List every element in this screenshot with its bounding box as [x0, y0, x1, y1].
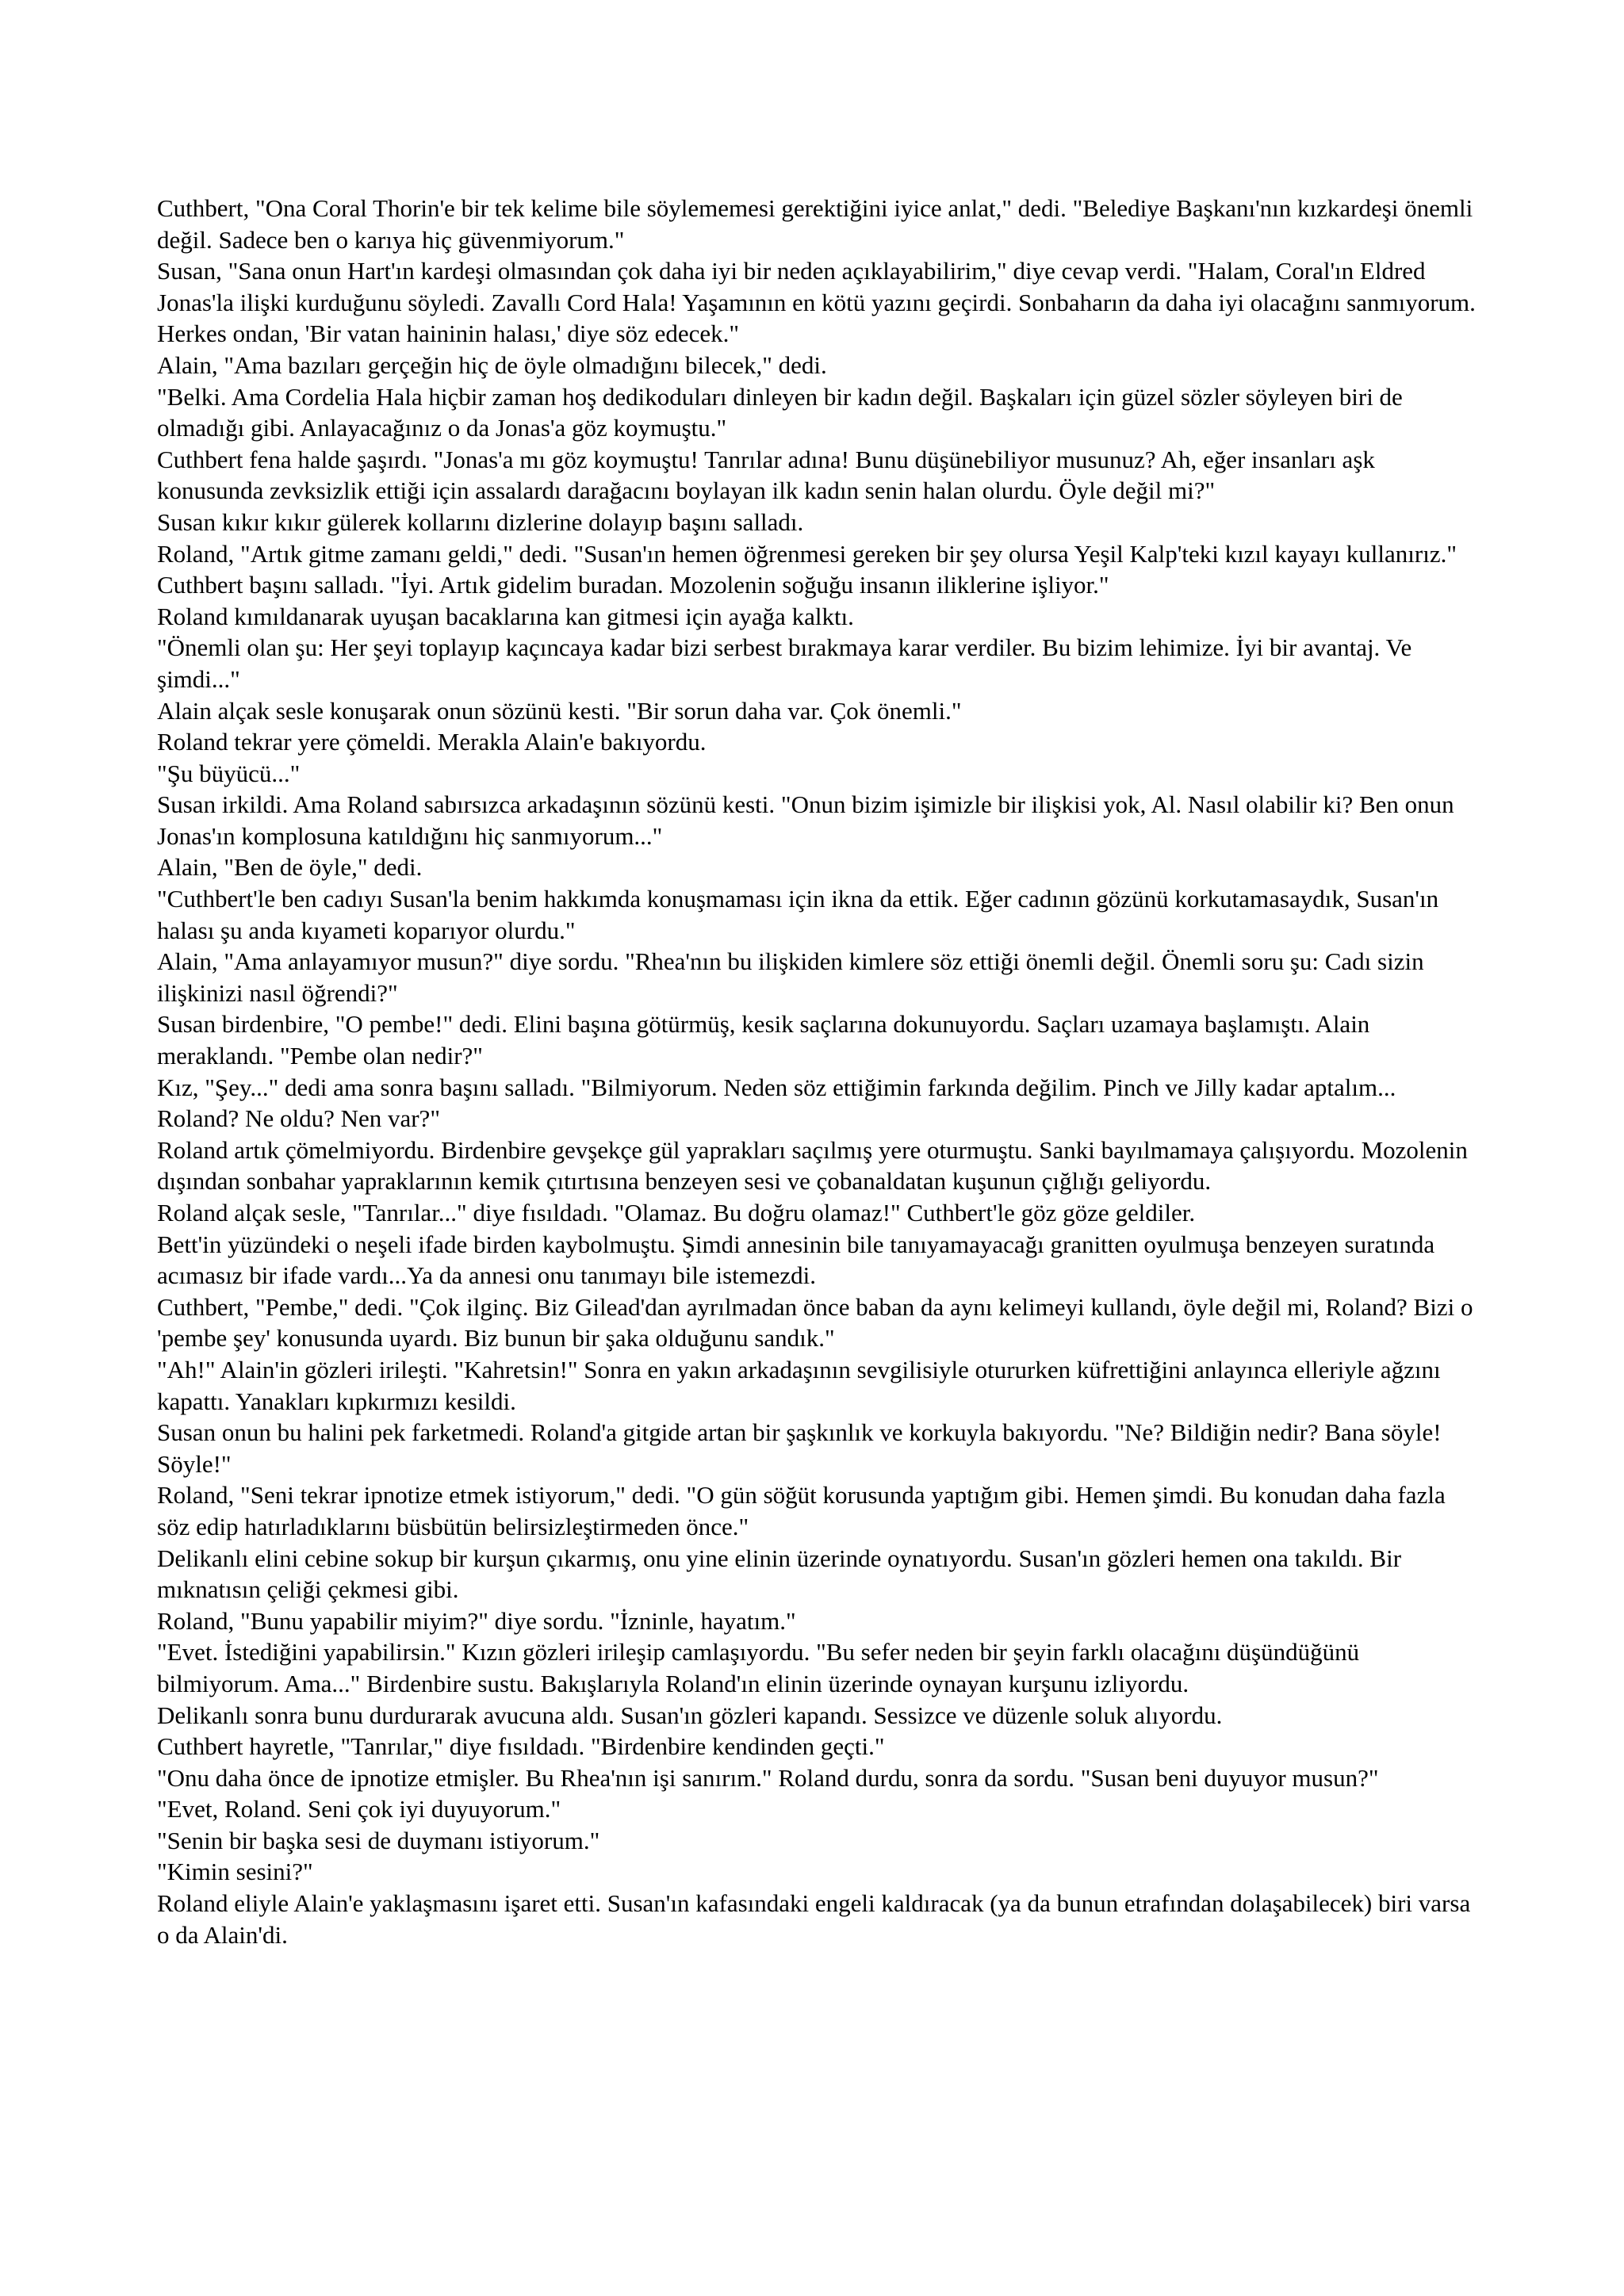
paragraph: Roland artık çömelmiyordu. Birdenbire gevşekçe gül yaprakları saçılmış yere oturmuştu. Sanki bayılmamaya çalışıyordu. Mozolenin dışından sonbahar yapraklarının kemik çıtırtısına benzeyen sesi ve çobanaldatan kuşunun çığlığı geliyordu. — [157, 1135, 1468, 1196]
paragraph: Delikanlı sonra bunu durdurarak avucuna aldı. Susan'ın gözleri kapandı. Sessizce ve düzenle soluk alıyordu. — [157, 1701, 1223, 1729]
paragraph: Roland alçak sesle, "Tanrılar..." diye fısıldadı. "Olamaz. Bu doğru olamaz!" Cuthbert'le göz göze geldiler. — [157, 1199, 1196, 1226]
paragraph: Bett'in yüzündeki o neşeli ifade birden kaybolmuştu. Şimdi annesinin bile tanıyamayacağı granitten oyulmuşa benzeyen suratında acımasız bir ifade vardı...Ya da annesi onu tanımayı bile istemezdi. — [157, 1230, 1435, 1290]
paragraph: Roland, "Artık gitme zamanı geldi," dedi. "Susan'ın hemen öğrenmesi gereken bir şey olursa Yeşil Kalp'teki kızıl kayayı kullanırız." — [157, 539, 1457, 568]
paragraph: Alain alçak sesle konuşarak onun sözünü kesti. "Bir sorun daha var. Çok önemli." — [157, 696, 962, 725]
paragraph: Roland tekrar yere çömeldi. Merakla Alain'e bakıyordu. — [157, 728, 707, 756]
paragraph: Cuthbert başını salladı. "İyi. Artık gidelim buradan. Mozolenin soğuğu insanın iliklerine işliyor." — [157, 571, 1109, 599]
paragraph: "Kimin sesini?" — [157, 1858, 313, 1886]
paragraph: "Senin bir başka sesi de duymanı istiyorum." — [157, 1826, 600, 1854]
paragraph: Roland kımıldanarak uyuşan bacaklarına kan gitmesi için ayağa kalktı. — [157, 602, 854, 630]
paragraph: "Belki. Ama Cordelia Hala hiçbir zaman hoş dedikoduları dinleyen bir kadın değil. Başkaları için güzel sözler söyleyen biri de olmadığı gibi. Anlayacağınız o da Jonas'a göz koymuştu." — [157, 382, 1403, 442]
paragraph: Kız, "Şey..." dedi ama sonra başını salladı. "Bilmiyorum. Neden söz ettiğimin farkında değilim. Pinch ve Jilly kadar aptalım... Roland? Ne oldu? Nen var?" — [157, 1073, 1396, 1133]
paragraph: Cuthbert hayretle, "Tanrılar," diye fısıldadı. "Birdenbire kendinden geçti." — [157, 1732, 885, 1761]
paragraph: Susan birdenbire, "O pembe!" dedi. Elini başına götürmüş, kesik saçlarına dokunuyordu. Saçları uzamaya başlamıştı. Alain meraklandı. "Pembe olan nedir?" — [157, 1010, 1370, 1070]
paragraph: Susan, "Sana onun Hart'ın kardeşi olmasından çok daha iyi bir neden açıklayabilirim," diye cevap verdi. "Halam, Coral'ın Eldred Jonas'la ilişki kurduğunu söyledi. Zavallı Cord Hala! Yaşamının en kötü yazını geçirdi. Sonbaharın da daha iyi olacağını sanmıyorum. Herkes ondan, 'Bir vatan haininin halası,' diye söz edecek." — [157, 257, 1476, 348]
paragraph: Alain, "Ama bazıları gerçeğin hiç de öyle olmadığını bilecek," dedi. — [157, 350, 827, 379]
paragraph: "Önemli olan şu: Her şeyi toplayıp kaçıncaya kadar bizi serbest bırakmaya karar verdiler. Bu bizim lehimize. İyi bir avantaj. Ve şimdi..." — [157, 633, 1412, 693]
paragraph: "Evet. İstediğini yapabilirsin." Kızın gözleri irileşip camlaşıyordu. "Bu sefer neden bir şeyin farklı olacağını düşündüğünü bilmiyorum. Ama..." Birdenbire sustu. Bakışlarıyla Roland'ın elinin üzerinde oynayan kurşunu izliyordu. — [157, 1638, 1360, 1697]
paragraph: Cuthbert fena halde şaşırdı. "Jonas'a mı göz koymuştu! Tanrılar adına! Bunu düşünebiliyor musunuz? Ah, eğer insanları aşk konusunda zevksizlik ettiği için assalardı darağacını boylayan ilk kadın senin halan olurdu. Öyle değil mi?" — [157, 445, 1375, 505]
paragraph: Cuthbert, "Ona Coral Thorin'e bir tek kelime bile söylememesi gerektiğini iyice anlat," dedi. "Belediye Başkanı'nın kızkardeşi önemli değil. Sadece ben o karıya hiç güvenmiyorum." — [157, 194, 1473, 254]
document-page — [157, 193, 1480, 1950]
paragraph: Susan onun bu halini pek farketmedi. Roland'a gitgide artan bir şaşkınlık ve korkuyla bakıyordu. "Ne? Bildiğin nedir? Bana söyle! Söyle!" — [157, 1418, 1442, 1478]
paragraph: "Şu büyücü..." — [157, 759, 301, 787]
paragraph: Susan irkildi. Ama Roland sabırsızca arkadaşının sözünü kesti. "Onun bizim işimizle bir ilişkisi yok, Al. Nasıl olabilir ki? Ben onun Jonas'ın komplosuna katıldığını hiç sanmıyorum..." — [157, 790, 1454, 850]
paragraph: Cuthbert, "Pembe," dedi. "Çok ilginç. Biz Gilead'dan ayrılmadan önce baban da aynı kelimeyi kullandı, öyle değil mi, Roland? Bizi o 'pembe şey' konusunda uyardı. Biz bunun bir şaka olduğunu sandık." — [157, 1292, 1473, 1353]
paragraph: "Evet, Roland. Seni çok iyi duyuyorum." — [157, 1795, 561, 1823]
paragraph: Alain, "Ama anlayamıyor musun?" diye sordu. "Rhea'nın bu ilişkiden kimlere söz ettiği önemli değil. Önemli soru şu: Cadı sizin ilişkinizi nasıl öğrendi?" — [157, 947, 1424, 1007]
paragraph: Roland, "Bunu yapabilir miyim?" diye sordu. "İzninle, hayatım." — [157, 1606, 796, 1635]
paragraph: Alain, "Ben de öyle," dedi. — [157, 853, 423, 882]
paragraph: Roland, "Seni tekrar ipnotize etmek istiyorum," dedi. "O gün söğüt korusunda yaptığım gibi. Hemen şimdi. Bu konudan daha fazla söz edip hatırladıklarını büsbütün belirsizleştirmeden önce." — [157, 1481, 1446, 1540]
paragraph: Roland eliyle Alain'e yaklaşmasını işaret etti. Susan'ın kafasındaki engeli kaldıracak (ya da bunun etrafından dolaşabilecek) biri varsa o da Alain'di. — [157, 1889, 1471, 1949]
paragraph: "Onu daha önce de ipnotize etmişler. Bu Rhea'nın işi sanırım." Roland durdu, sonra da sordu. "Susan beni duyuyor musun?" — [157, 1763, 1379, 1792]
paragraph: Susan kıkır kıkır gülerek kollarını dizlerine dolayıp başını salladı. — [157, 507, 804, 536]
paragraph: "Cuthbert'le ben cadıyı Susan'la benim hakkımda konuşmaması için ikna da ettik. Eğer cadının gözünü korkutamasaydık, Susan'ın halası şu anda kıyameti koparıyor olurdu." — [157, 885, 1439, 944]
paragraph: "Ah!" Alain'in gözleri irileşti. "Kahretsin!" Sonra en yakın arkadaşının sevgilisiyle otururken küfrettiğini anlayınca elleriyle ağzını kapattı. Yanakları kıpkırmızı kesildi. — [157, 1355, 1441, 1415]
paragraph: Delikanlı elini cebine sokup bir kurşun çıkarmış, onu yine elinin üzerinde oynatıyordu. Susan'ın gözleri hemen ona takıldı. Bir mıknatısın çeliği çekmesi gibi. — [157, 1544, 1402, 1604]
